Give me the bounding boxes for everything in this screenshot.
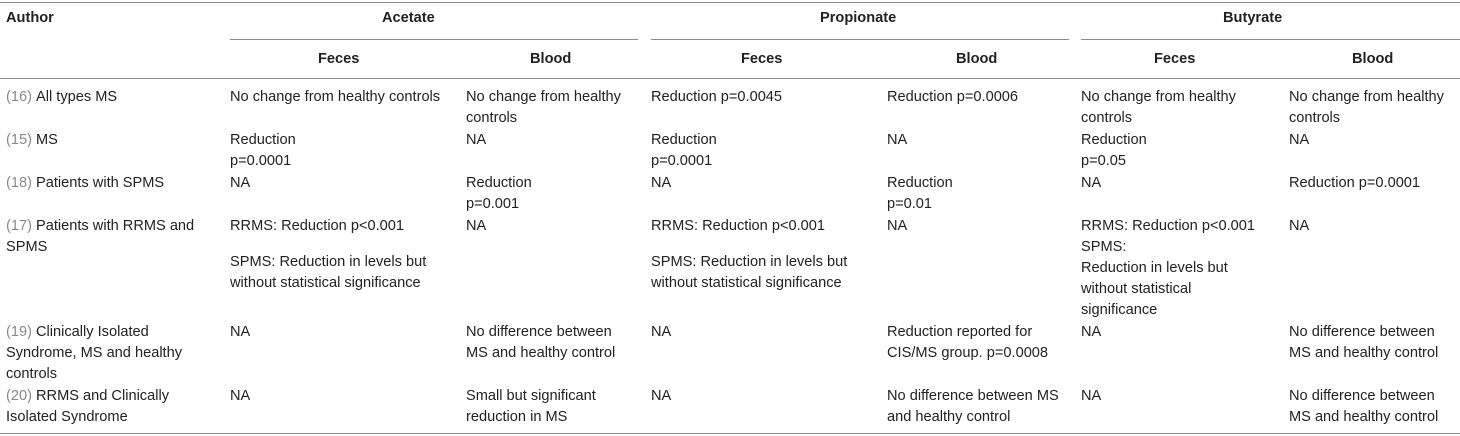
- cell-text: No change from healthy controls: [230, 89, 441, 105]
- cell-text: No difference between MS: [887, 388, 1059, 404]
- reference-number: (18): [6, 175, 32, 191]
- author-text: Isolated Syndrome: [6, 409, 128, 425]
- author-text: controls: [6, 366, 58, 382]
- header-propionate-blood: Blood: [956, 51, 998, 67]
- cell-text: NA: [651, 324, 672, 340]
- cell-text: MS and healthy control: [1289, 345, 1439, 361]
- header-author: Author: [6, 10, 54, 26]
- cell-text: NA: [230, 175, 251, 191]
- cell-text: NA: [1289, 132, 1310, 148]
- cell-text: RRMS: Reduction p<0.001: [651, 218, 826, 234]
- cell-text: and healthy control: [887, 409, 1011, 425]
- propionate-group-rule: [651, 39, 1069, 40]
- cell-text: Reduction: [1081, 132, 1147, 148]
- cell-text: Reduction p=0.0045: [651, 89, 783, 105]
- author-text: Syndrome, MS and healthy: [6, 345, 183, 361]
- cell-text: Reduction p=0.0001: [1289, 175, 1421, 191]
- cell-text: p=0.05: [1081, 153, 1127, 169]
- cell-text: NA: [230, 388, 251, 404]
- reference-number: (20): [6, 388, 32, 404]
- cell-text: NA: [1289, 218, 1310, 234]
- cell-text: NA: [1081, 175, 1102, 191]
- cell-text: NA: [466, 132, 487, 148]
- acetate-group-rule: [230, 39, 638, 40]
- reference-number: (15): [6, 132, 32, 148]
- header-acetate-blood: Blood: [530, 51, 572, 67]
- cell-text: MS and healthy control: [466, 345, 616, 361]
- cell-text: NA: [651, 388, 672, 404]
- author-text: Patients with SPMS: [36, 175, 165, 191]
- cell-text: No difference between: [466, 324, 612, 340]
- cell-text: controls: [466, 110, 518, 126]
- author-text: All types MS: [36, 89, 118, 105]
- cell-text: NA: [887, 132, 908, 148]
- header-acetate: Acetate: [382, 10, 435, 26]
- cell-text: SPMS: Reduction in levels but: [651, 254, 848, 270]
- cell-text: SPMS: Reduction in levels but: [230, 254, 427, 270]
- header-butyrate-feces: Feces: [1154, 51, 1196, 67]
- cell-text: p=0.01: [887, 196, 933, 212]
- cell-text: CIS/MS group. p=0.0008: [887, 345, 1049, 361]
- reference-number: (17): [6, 218, 32, 234]
- butyrate-group-rule: [1081, 39, 1460, 40]
- cell-text: No difference between: [1289, 388, 1435, 404]
- cell-text: Reduction: [887, 175, 953, 191]
- cell-text: NA: [1081, 324, 1102, 340]
- author-text: MS: [36, 132, 58, 148]
- cell-text: No change from healthy: [1081, 89, 1236, 105]
- cell-text: NA: [651, 175, 672, 191]
- cell-text: No change from healthy: [1289, 89, 1444, 105]
- reference-number: (19): [6, 324, 32, 340]
- reference-number: (16): [6, 89, 32, 105]
- top-rule: [0, 2, 1460, 3]
- cell-text: NA: [230, 324, 251, 340]
- header-propionate-feces: Feces: [741, 51, 783, 67]
- author-text: RRMS and Clinically: [36, 388, 170, 404]
- cell-text: Reduction: [230, 132, 296, 148]
- cell-text: p=0.0001: [651, 153, 713, 169]
- header-butyrate-blood: Blood: [1352, 51, 1394, 67]
- author-text: Clinically Isolated: [36, 324, 149, 340]
- cell-text: RRMS: Reduction p<0.001: [230, 218, 405, 234]
- cell-text: RRMS: Reduction p<0.001: [1081, 218, 1256, 234]
- cell-text: No difference between: [1289, 324, 1435, 340]
- cell-text: without statistical significance: [651, 275, 842, 291]
- cell-text: Reduction: [651, 132, 717, 148]
- cell-text: without statistical: [1081, 281, 1192, 297]
- cell-text: NA: [1081, 388, 1102, 404]
- cell-text: controls: [1289, 110, 1341, 126]
- cell-text: controls: [1081, 110, 1133, 126]
- author-text: SPMS: [6, 239, 48, 255]
- cell-text: Small but significant: [466, 388, 596, 404]
- header-acetate-feces: Feces: [318, 51, 360, 67]
- author-text: Patients with RRMS and: [36, 218, 195, 234]
- cell-text: No change from healthy: [466, 89, 621, 105]
- header-butyrate: Butyrate: [1223, 10, 1283, 26]
- cell-text: Reduction p=0.0006: [887, 89, 1019, 105]
- cell-text: significance: [1081, 302, 1158, 318]
- cell-text: NA: [466, 218, 487, 234]
- cell-text: Reduction reported for: [887, 324, 1033, 340]
- cell-text: p=0.0001: [230, 153, 292, 169]
- cell-text: without statistical significance: [230, 275, 421, 291]
- cell-text: SPMS:: [1081, 239, 1127, 255]
- cell-text: MS and healthy control: [1289, 409, 1439, 425]
- header-propionate: Propionate: [820, 10, 897, 26]
- cell-text: Reduction in levels but: [1081, 260, 1228, 276]
- cell-text: NA: [887, 218, 908, 234]
- header-rule: [0, 78, 1460, 79]
- bottom-rule: [0, 433, 1460, 434]
- cell-text: Reduction: [466, 175, 532, 191]
- cell-text: reduction in MS: [466, 409, 568, 425]
- cell-text: p=0.001: [466, 196, 520, 212]
